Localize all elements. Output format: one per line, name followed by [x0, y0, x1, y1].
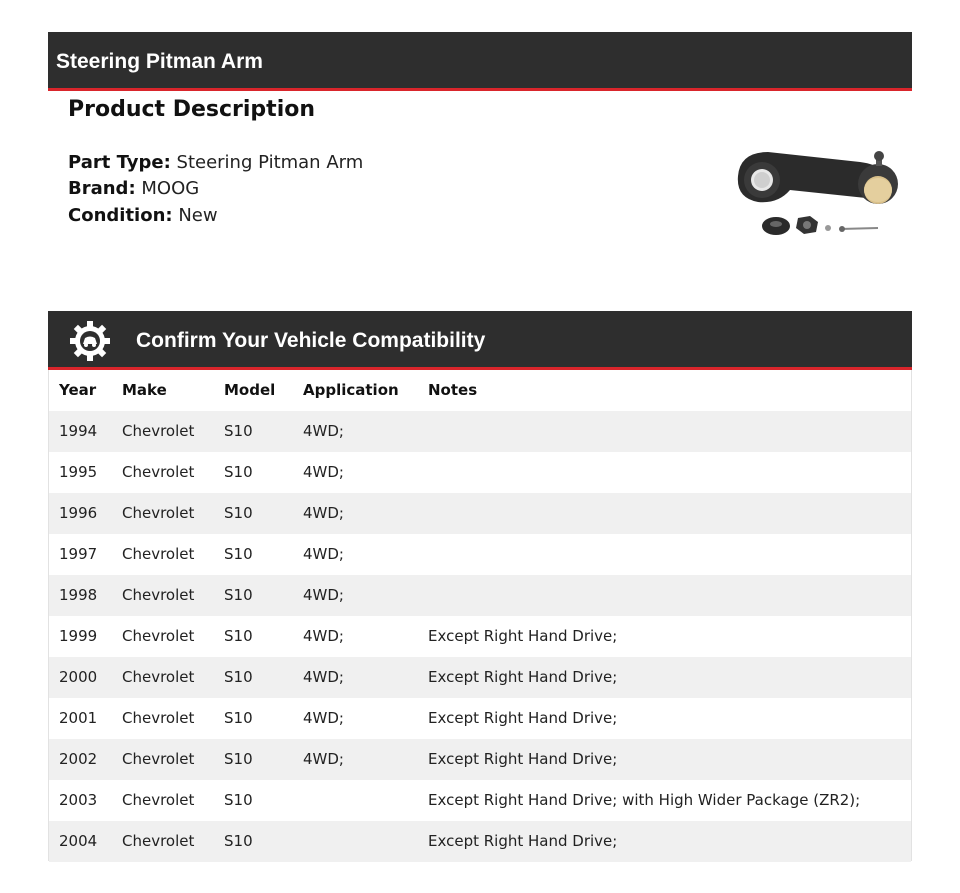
table-row: [49, 534, 911, 575]
cell-model: S10: [224, 422, 253, 440]
cell-year: 1996: [59, 504, 98, 522]
compatibility-title: Confirm Your Vehicle Compatibility: [136, 329, 486, 352]
cell-make: Chevrolet: [122, 791, 195, 809]
cell-make: Chevrolet: [122, 504, 195, 522]
cell-model: S10: [224, 463, 253, 481]
cell-model: S10: [224, 750, 253, 768]
cell-application: 4WD;: [303, 627, 344, 645]
cell-make: Chevrolet: [122, 463, 195, 481]
compatibility-bar: [48, 311, 912, 370]
cell-year: 1995: [59, 463, 98, 481]
cell-year: 1998: [59, 586, 98, 604]
cell-application: 4WD;: [303, 422, 344, 440]
cell-make: Chevrolet: [122, 586, 195, 604]
cell-notes: Except Right Hand Drive;: [428, 668, 618, 686]
cell-model: S10: [224, 832, 253, 850]
product-image: [728, 146, 904, 242]
part-type-label: Part Type:: [68, 152, 171, 173]
product-title-bar: [48, 32, 912, 91]
cell-notes: Except Right Hand Drive;: [428, 832, 618, 850]
table-row: [49, 739, 911, 780]
condition-label: Condition:: [68, 205, 173, 226]
brand-line: [68, 178, 199, 199]
cell-make: Chevrolet: [122, 709, 195, 727]
gear-car-icon: [68, 319, 112, 363]
cell-year: 2002: [59, 750, 98, 768]
cell-model: S10: [224, 504, 253, 522]
cell-year: 1994: [59, 422, 98, 440]
table-header-row: [49, 370, 911, 411]
header-model: Model: [224, 381, 276, 399]
cell-notes: Except Right Hand Drive; with High Wider Package (ZR2);: [428, 791, 861, 809]
table-row: [49, 698, 911, 739]
table-row: [49, 780, 911, 821]
header-year: Year: [59, 381, 97, 399]
cell-model: S10: [224, 627, 253, 645]
cell-application: 4WD;: [303, 545, 344, 563]
cell-application: 4WD;: [303, 750, 344, 768]
cell-application: 4WD;: [303, 586, 344, 604]
cell-application: 4WD;: [303, 463, 344, 481]
cell-model: S10: [224, 545, 253, 563]
cell-model: S10: [224, 709, 253, 727]
cell-model: S10: [224, 791, 253, 809]
cell-notes: Except Right Hand Drive;: [428, 627, 618, 645]
cell-make: Chevrolet: [122, 627, 195, 645]
cell-make: Chevrolet: [122, 545, 195, 563]
table-row: [49, 821, 911, 862]
header-application: Application: [303, 381, 399, 399]
table-row: [49, 493, 911, 534]
table-row: [49, 616, 911, 657]
cell-year: 2001: [59, 709, 98, 727]
cell-application: 4WD;: [303, 504, 344, 522]
part-type-line: [68, 152, 363, 173]
cell-year: 1997: [59, 545, 98, 563]
header-make: Make: [122, 381, 167, 399]
cell-make: Chevrolet: [122, 750, 195, 768]
brand-value: MOOG: [141, 178, 200, 199]
table-row: [49, 411, 911, 452]
cell-year: 2004: [59, 832, 98, 850]
compatibility-table: [48, 370, 912, 861]
cell-make: Chevrolet: [122, 668, 195, 686]
cell-application: 4WD;: [303, 668, 344, 686]
product-title: Steering Pitman Arm: [56, 50, 263, 73]
product-description-heading: Product Description: [68, 97, 316, 122]
cell-model: S10: [224, 668, 253, 686]
condition-value: New: [178, 205, 218, 226]
cell-application: 4WD;: [303, 709, 344, 727]
table-row: [49, 657, 911, 698]
cell-make: Chevrolet: [122, 832, 195, 850]
cell-year: 2000: [59, 668, 98, 686]
cell-make: Chevrolet: [122, 422, 195, 440]
part-type-value: Steering Pitman Arm: [176, 152, 364, 173]
cell-model: S10: [224, 586, 253, 604]
brand-label: Brand:: [68, 178, 136, 199]
table-row: [49, 452, 911, 493]
cell-year: 1999: [59, 627, 98, 645]
condition-line: [68, 205, 218, 226]
cell-year: 2003: [59, 791, 98, 809]
table-row: [49, 575, 911, 616]
header-notes: Notes: [428, 381, 478, 399]
cell-notes: Except Right Hand Drive;: [428, 709, 618, 727]
cell-notes: Except Right Hand Drive;: [428, 750, 618, 768]
